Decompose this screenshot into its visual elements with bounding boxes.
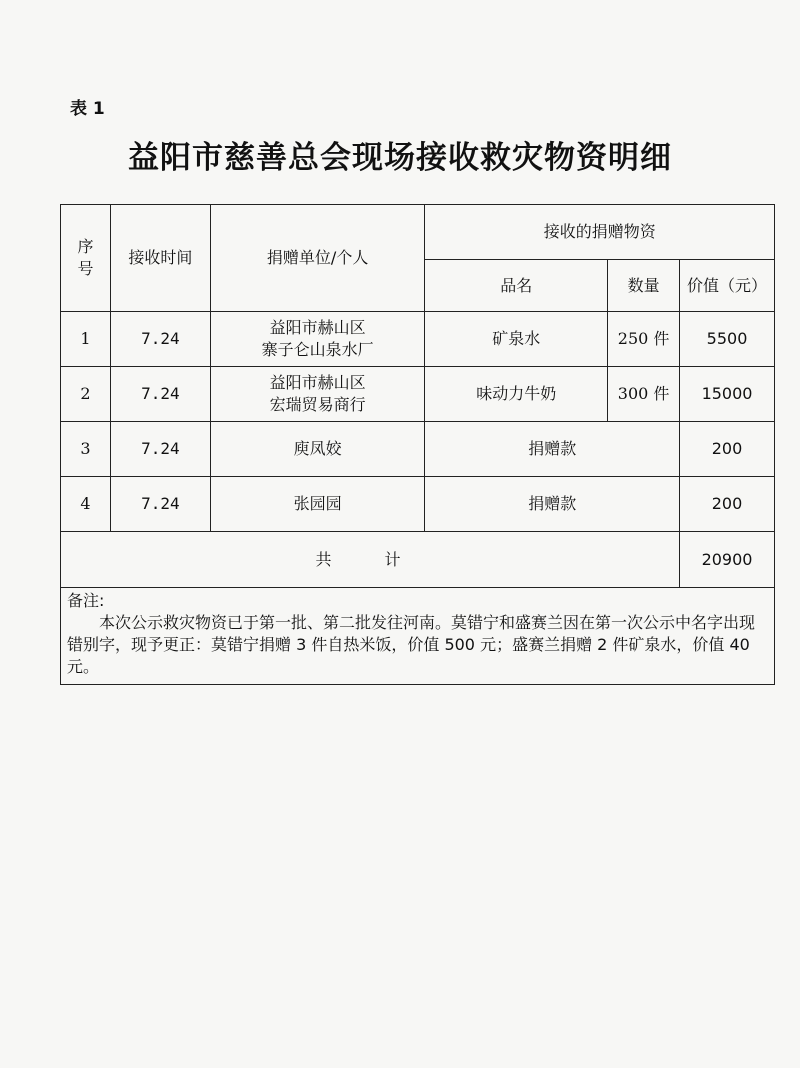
cell-item: 矿泉水 bbox=[425, 312, 608, 367]
total-value: 20900 bbox=[680, 532, 775, 588]
header-quantity: 数量 bbox=[608, 260, 680, 312]
table-row bbox=[61, 312, 775, 367]
cell-value: 200 bbox=[680, 477, 775, 532]
header-seq: 序号 bbox=[61, 205, 111, 312]
notes-title: 备注: bbox=[67, 591, 105, 610]
table-row bbox=[61, 477, 775, 532]
document-title: 益阳市慈善总会现场接收救灾物资明细 bbox=[128, 140, 672, 176]
cell-time: 7.24 bbox=[110, 367, 210, 422]
cell-donor: 张园园 bbox=[210, 477, 425, 532]
cell-seq: 1 bbox=[61, 312, 111, 367]
cell-item: 捐赠款 bbox=[425, 477, 680, 532]
header-item-name: 品名 bbox=[425, 260, 608, 312]
cell-time: 7.24 bbox=[110, 477, 210, 532]
header-goods-group: 接收的捐赠物资 bbox=[425, 205, 775, 260]
cell-quantity: 300 件 bbox=[608, 367, 680, 422]
donor-line-1: 益阳市赫山区 bbox=[269, 318, 366, 337]
total-row bbox=[61, 532, 775, 588]
header-time: 接收时间 bbox=[110, 205, 210, 312]
donor-line-2: 寨子仑山泉水厂 bbox=[261, 340, 374, 359]
cell-seq: 2 bbox=[61, 367, 111, 422]
cell-time: 7.24 bbox=[110, 422, 210, 477]
table-row bbox=[61, 367, 775, 422]
cell-seq: 4 bbox=[61, 477, 111, 532]
cell-donor bbox=[210, 367, 425, 422]
cell-value: 200 bbox=[680, 422, 775, 477]
cell-item: 捐赠款 bbox=[425, 422, 680, 477]
cell-value: 15000 bbox=[680, 367, 775, 422]
total-label: 共 计 bbox=[61, 532, 680, 588]
donation-table bbox=[60, 204, 775, 685]
cell-item: 味动力牛奶 bbox=[425, 367, 608, 422]
notes-body: 本次公示救灾物资已于第一批、第二批发往河南。莫错宁和盛赛兰因在第一次公示中名字出现错别字，现予更正：莫错宁捐赠 3 件自热米饭，价值 500 元；盛赛兰捐赠 2 件矿泉水，价值 40 元。 bbox=[67, 613, 756, 676]
donor-line-2: 宏瑞贸易商行 bbox=[269, 395, 366, 414]
header-row-top bbox=[61, 205, 775, 260]
cell-donor: 庾凤姣 bbox=[210, 422, 425, 477]
table-number-label: 表 1 bbox=[70, 99, 105, 119]
header-donor: 捐赠单位/个人 bbox=[210, 205, 425, 312]
table-row bbox=[61, 422, 775, 477]
donor-line-1: 益阳市赫山区 bbox=[269, 373, 366, 392]
notes-row bbox=[61, 588, 775, 685]
notes-cell bbox=[61, 588, 775, 685]
cell-quantity: 250 件 bbox=[608, 312, 680, 367]
header-value: 价值（元） bbox=[680, 260, 775, 312]
cell-seq: 3 bbox=[61, 422, 111, 477]
cell-value: 5500 bbox=[680, 312, 775, 367]
cell-time: 7.24 bbox=[110, 312, 210, 367]
cell-donor bbox=[210, 312, 425, 367]
